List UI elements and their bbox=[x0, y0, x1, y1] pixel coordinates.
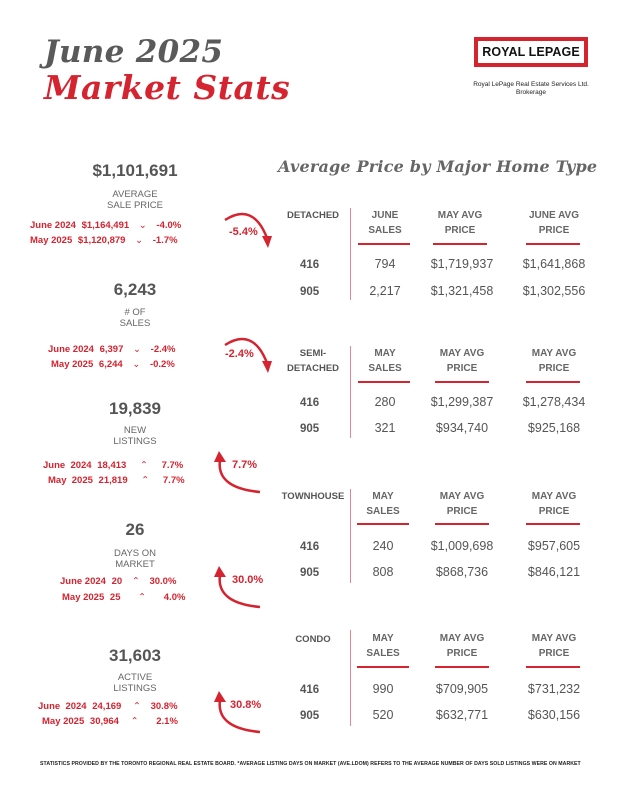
table-cell: $1,719,937 bbox=[430, 257, 494, 271]
section-title: Average Price by Major Home Type bbox=[278, 157, 598, 176]
header-line: SALES bbox=[366, 648, 400, 659]
header-underline bbox=[526, 666, 580, 668]
chevron-down-icon: ⌄ bbox=[138, 220, 147, 231]
header-line: MAY AVG bbox=[531, 633, 577, 644]
comparison-period: May 2025 bbox=[62, 592, 105, 603]
table-cell: 794 bbox=[374, 257, 396, 271]
column-divider bbox=[350, 630, 351, 726]
brand-logo-text: ROYAL LEPAGE bbox=[478, 41, 584, 63]
trend-up-arrow-icon bbox=[210, 563, 272, 613]
comparison-pct: -4.0% bbox=[156, 220, 182, 231]
home-type-label bbox=[280, 632, 346, 647]
region-label: 416 bbox=[300, 259, 320, 271]
stat-value: 26 bbox=[125, 520, 145, 539]
header-line: PRICE bbox=[446, 506, 478, 517]
table-cell: 990 bbox=[372, 682, 394, 696]
change-badge: 30.8% bbox=[230, 699, 262, 711]
header-line: MAY AVG bbox=[531, 491, 577, 502]
comparison-pct: 7.7% bbox=[162, 475, 185, 486]
table-cell: 808 bbox=[372, 565, 394, 579]
home-type-line: DETACHED bbox=[286, 210, 340, 221]
comparison-period: June 2024 bbox=[43, 460, 92, 471]
header-line: PRICE bbox=[446, 363, 478, 374]
table-cell: $630,156 bbox=[527, 708, 581, 722]
chevron-down-icon: ⌄ bbox=[133, 344, 141, 355]
table-cell: 2,217 bbox=[369, 284, 401, 298]
region-label: 416 bbox=[300, 541, 320, 553]
comparison-period: June 2024 bbox=[30, 220, 76, 231]
trend-up-arrow-icon bbox=[210, 688, 272, 738]
header-underline bbox=[435, 523, 489, 525]
comparison-value: 18,413 bbox=[97, 460, 127, 471]
stat-value: 6,243 bbox=[113, 280, 157, 299]
region-label: 416 bbox=[300, 397, 320, 409]
header-line: PRICE bbox=[538, 363, 570, 374]
column-header bbox=[355, 489, 411, 519]
header-line: MAY AVG bbox=[439, 633, 485, 644]
table-cell: $1,302,556 bbox=[522, 284, 586, 298]
home-type-line: DETACHED bbox=[286, 363, 340, 374]
comparison-value: 24,169 bbox=[92, 701, 122, 712]
comparison-value: $1,164,491 bbox=[81, 220, 130, 231]
chevron-down-icon: ⌄ bbox=[132, 359, 141, 370]
table-cell: $925,168 bbox=[527, 421, 581, 435]
header-underline bbox=[526, 381, 580, 383]
chevron-up-icon: ⌃ bbox=[138, 592, 147, 603]
comparison-row bbox=[60, 576, 176, 587]
header-line: SALES bbox=[368, 225, 402, 236]
comparison-period: June 2024 bbox=[48, 344, 94, 355]
comparison-pct: 2.1% bbox=[156, 716, 178, 727]
column-header bbox=[355, 631, 411, 661]
table-cell: $1,278,434 bbox=[522, 395, 586, 409]
header-underline bbox=[357, 666, 409, 668]
column-header bbox=[510, 346, 598, 376]
comparison-value: 21,819 bbox=[98, 475, 128, 486]
header-line: PRICE bbox=[446, 648, 478, 659]
header-line: MAY bbox=[372, 633, 394, 644]
comparison-row bbox=[51, 359, 175, 370]
table-cell: $868,736 bbox=[435, 565, 489, 579]
table-cell: 280 bbox=[374, 395, 396, 409]
brand-logo bbox=[474, 37, 588, 67]
header-line: MAY AVG bbox=[439, 348, 485, 359]
comparison-row bbox=[43, 460, 183, 471]
comparison-value: $1,120,879 bbox=[77, 235, 126, 246]
comparison-pct: 30.8% bbox=[150, 701, 178, 712]
table-cell: $1,321,458 bbox=[430, 284, 494, 298]
home-type-label bbox=[276, 489, 350, 504]
header-line: JUNE AVG bbox=[528, 210, 579, 221]
chevron-down-icon: ⌄ bbox=[135, 235, 144, 246]
comparison-period: June 2024 bbox=[38, 701, 87, 712]
column-divider bbox=[350, 489, 351, 583]
header-line: SALES bbox=[366, 506, 400, 517]
region-label: 905 bbox=[300, 423, 320, 435]
header-underline bbox=[433, 243, 487, 245]
comparison-period: June 2024 bbox=[60, 576, 106, 587]
footer-disclaimer: STATISTICS PROVIDED BY THE TORONTO REGIONAL REAL ESTATE BOARD. *AVERAGE LISTING DAYS ON MARKET (AVE.LDOM) REFERS TO THE AVERAGE NUMBER OF DAYS SOLD LISTINGS WERE ON MARKET bbox=[40, 761, 581, 767]
table-cell: 520 bbox=[372, 708, 394, 722]
header-line: PRICE bbox=[538, 506, 570, 517]
page-title: Market Stats bbox=[44, 68, 291, 107]
column-header bbox=[510, 489, 598, 519]
brand-subtitle-brokerage: Brokerage bbox=[516, 89, 546, 96]
column-header bbox=[510, 631, 598, 661]
header-underline bbox=[358, 243, 410, 245]
stat-label: DAYS ON bbox=[113, 548, 157, 559]
page-title-date: June 2025 bbox=[44, 34, 224, 70]
chevron-up-icon: ⌃ bbox=[141, 475, 150, 486]
column-header bbox=[510, 208, 598, 238]
stat-value: $1,101,691 bbox=[92, 161, 178, 180]
table-cell: $846,121 bbox=[527, 565, 581, 579]
column-divider bbox=[350, 208, 351, 300]
home-type-label bbox=[280, 208, 346, 223]
header-line: MAY AVG bbox=[437, 210, 483, 221]
comparison-value: 30,964 bbox=[89, 716, 119, 727]
region-label: 905 bbox=[300, 567, 320, 579]
header-line: MAY AVG bbox=[531, 348, 577, 359]
comparison-value: 6,397 bbox=[99, 344, 124, 355]
header-underline bbox=[435, 666, 489, 668]
comparison-value: 6,244 bbox=[98, 359, 123, 370]
header-underline bbox=[357, 523, 409, 525]
stat-label: MARKET bbox=[115, 559, 155, 570]
change-badge: -2.4% bbox=[225, 348, 254, 360]
comparison-row bbox=[30, 235, 178, 246]
comparison-row bbox=[48, 344, 175, 355]
change-badge: 7.7% bbox=[232, 459, 258, 471]
home-type-line: TOWNHOUSE bbox=[281, 491, 345, 502]
region-label: 905 bbox=[300, 286, 320, 298]
home-type-label bbox=[280, 346, 346, 376]
comparison-period: May 2025 bbox=[48, 475, 93, 486]
table-cell: $934,740 bbox=[435, 421, 489, 435]
table-cell: $1,641,868 bbox=[522, 257, 586, 271]
column-header bbox=[355, 208, 415, 238]
column-header bbox=[420, 489, 504, 519]
chevron-up-icon: ⌃ bbox=[132, 701, 141, 712]
change-badge: -5.4% bbox=[229, 226, 258, 238]
header-line: JUNE bbox=[371, 210, 399, 221]
chevron-up-icon: ⌃ bbox=[139, 460, 148, 471]
comparison-value: 20 bbox=[111, 576, 123, 587]
change-badge: 30.0% bbox=[232, 574, 264, 586]
comparison-value: 25 bbox=[109, 592, 121, 603]
home-type-line: CONDO bbox=[295, 634, 331, 645]
comparison-row bbox=[38, 701, 178, 712]
table-cell: 240 bbox=[372, 539, 394, 553]
stat-label: LISTINGS bbox=[113, 436, 157, 447]
table-cell: $632,771 bbox=[435, 708, 489, 722]
stat-label: AVERAGE bbox=[112, 189, 158, 200]
region-label: 416 bbox=[300, 684, 320, 696]
column-divider bbox=[350, 346, 351, 438]
header-underline bbox=[526, 523, 580, 525]
comparison-period: May 2025 bbox=[42, 716, 85, 727]
stat-value: 31,603 bbox=[109, 646, 161, 665]
header-line: MAY bbox=[374, 348, 396, 359]
header-underline bbox=[358, 381, 410, 383]
stat-label: # OF bbox=[124, 307, 146, 318]
home-type-line: SEMI- bbox=[299, 348, 327, 359]
comparison-pct: -0.2% bbox=[149, 359, 175, 370]
header-line: MAY bbox=[372, 491, 394, 502]
table-cell: $1,009,698 bbox=[430, 539, 494, 553]
comparison-pct: 4.0% bbox=[163, 592, 186, 603]
header-line: SALES bbox=[368, 363, 402, 374]
stat-label: SALES bbox=[119, 318, 151, 329]
header-line: PRICE bbox=[538, 225, 570, 236]
comparison-row bbox=[30, 220, 181, 231]
table-cell: $709,905 bbox=[435, 682, 489, 696]
comparison-pct: 7.7% bbox=[161, 460, 184, 471]
comparison-pct: 30.0% bbox=[149, 576, 177, 587]
header-line: PRICE bbox=[444, 225, 476, 236]
comparison-period: May 2025 bbox=[30, 235, 73, 246]
comparison-period: May 2025 bbox=[51, 359, 94, 370]
brand-subtitle: Royal LePage Real Estate Services Ltd. bbox=[473, 81, 589, 88]
column-header bbox=[420, 346, 504, 376]
chevron-up-icon: ⌃ bbox=[131, 576, 140, 587]
column-header bbox=[355, 346, 415, 376]
stat-label: LISTINGS bbox=[113, 683, 157, 694]
stat-label: ACTIVE bbox=[117, 672, 153, 683]
comparison-row bbox=[48, 475, 185, 486]
table-cell: $731,232 bbox=[527, 682, 581, 696]
header-line: MAY AVG bbox=[439, 491, 485, 502]
header-line: PRICE bbox=[538, 648, 570, 659]
table-cell: 321 bbox=[374, 421, 396, 435]
chevron-up-icon: ⌃ bbox=[130, 716, 139, 727]
trend-up-arrow-icon bbox=[210, 448, 272, 498]
column-header bbox=[420, 208, 500, 238]
header-underline bbox=[435, 381, 489, 383]
stat-label: NEW bbox=[123, 425, 147, 436]
column-header bbox=[420, 631, 504, 661]
comparison-pct: -2.4% bbox=[150, 344, 176, 355]
table-cell: $1,299,387 bbox=[430, 395, 494, 409]
stat-label: SALE PRICE bbox=[107, 200, 163, 211]
header-underline bbox=[526, 243, 580, 245]
table-cell: $957,605 bbox=[527, 539, 581, 553]
comparison-row bbox=[62, 592, 185, 603]
comparison-pct: -1.7% bbox=[152, 235, 178, 246]
region-label: 905 bbox=[300, 710, 320, 722]
comparison-row bbox=[42, 716, 178, 727]
stat-value: 19,839 bbox=[109, 399, 161, 418]
